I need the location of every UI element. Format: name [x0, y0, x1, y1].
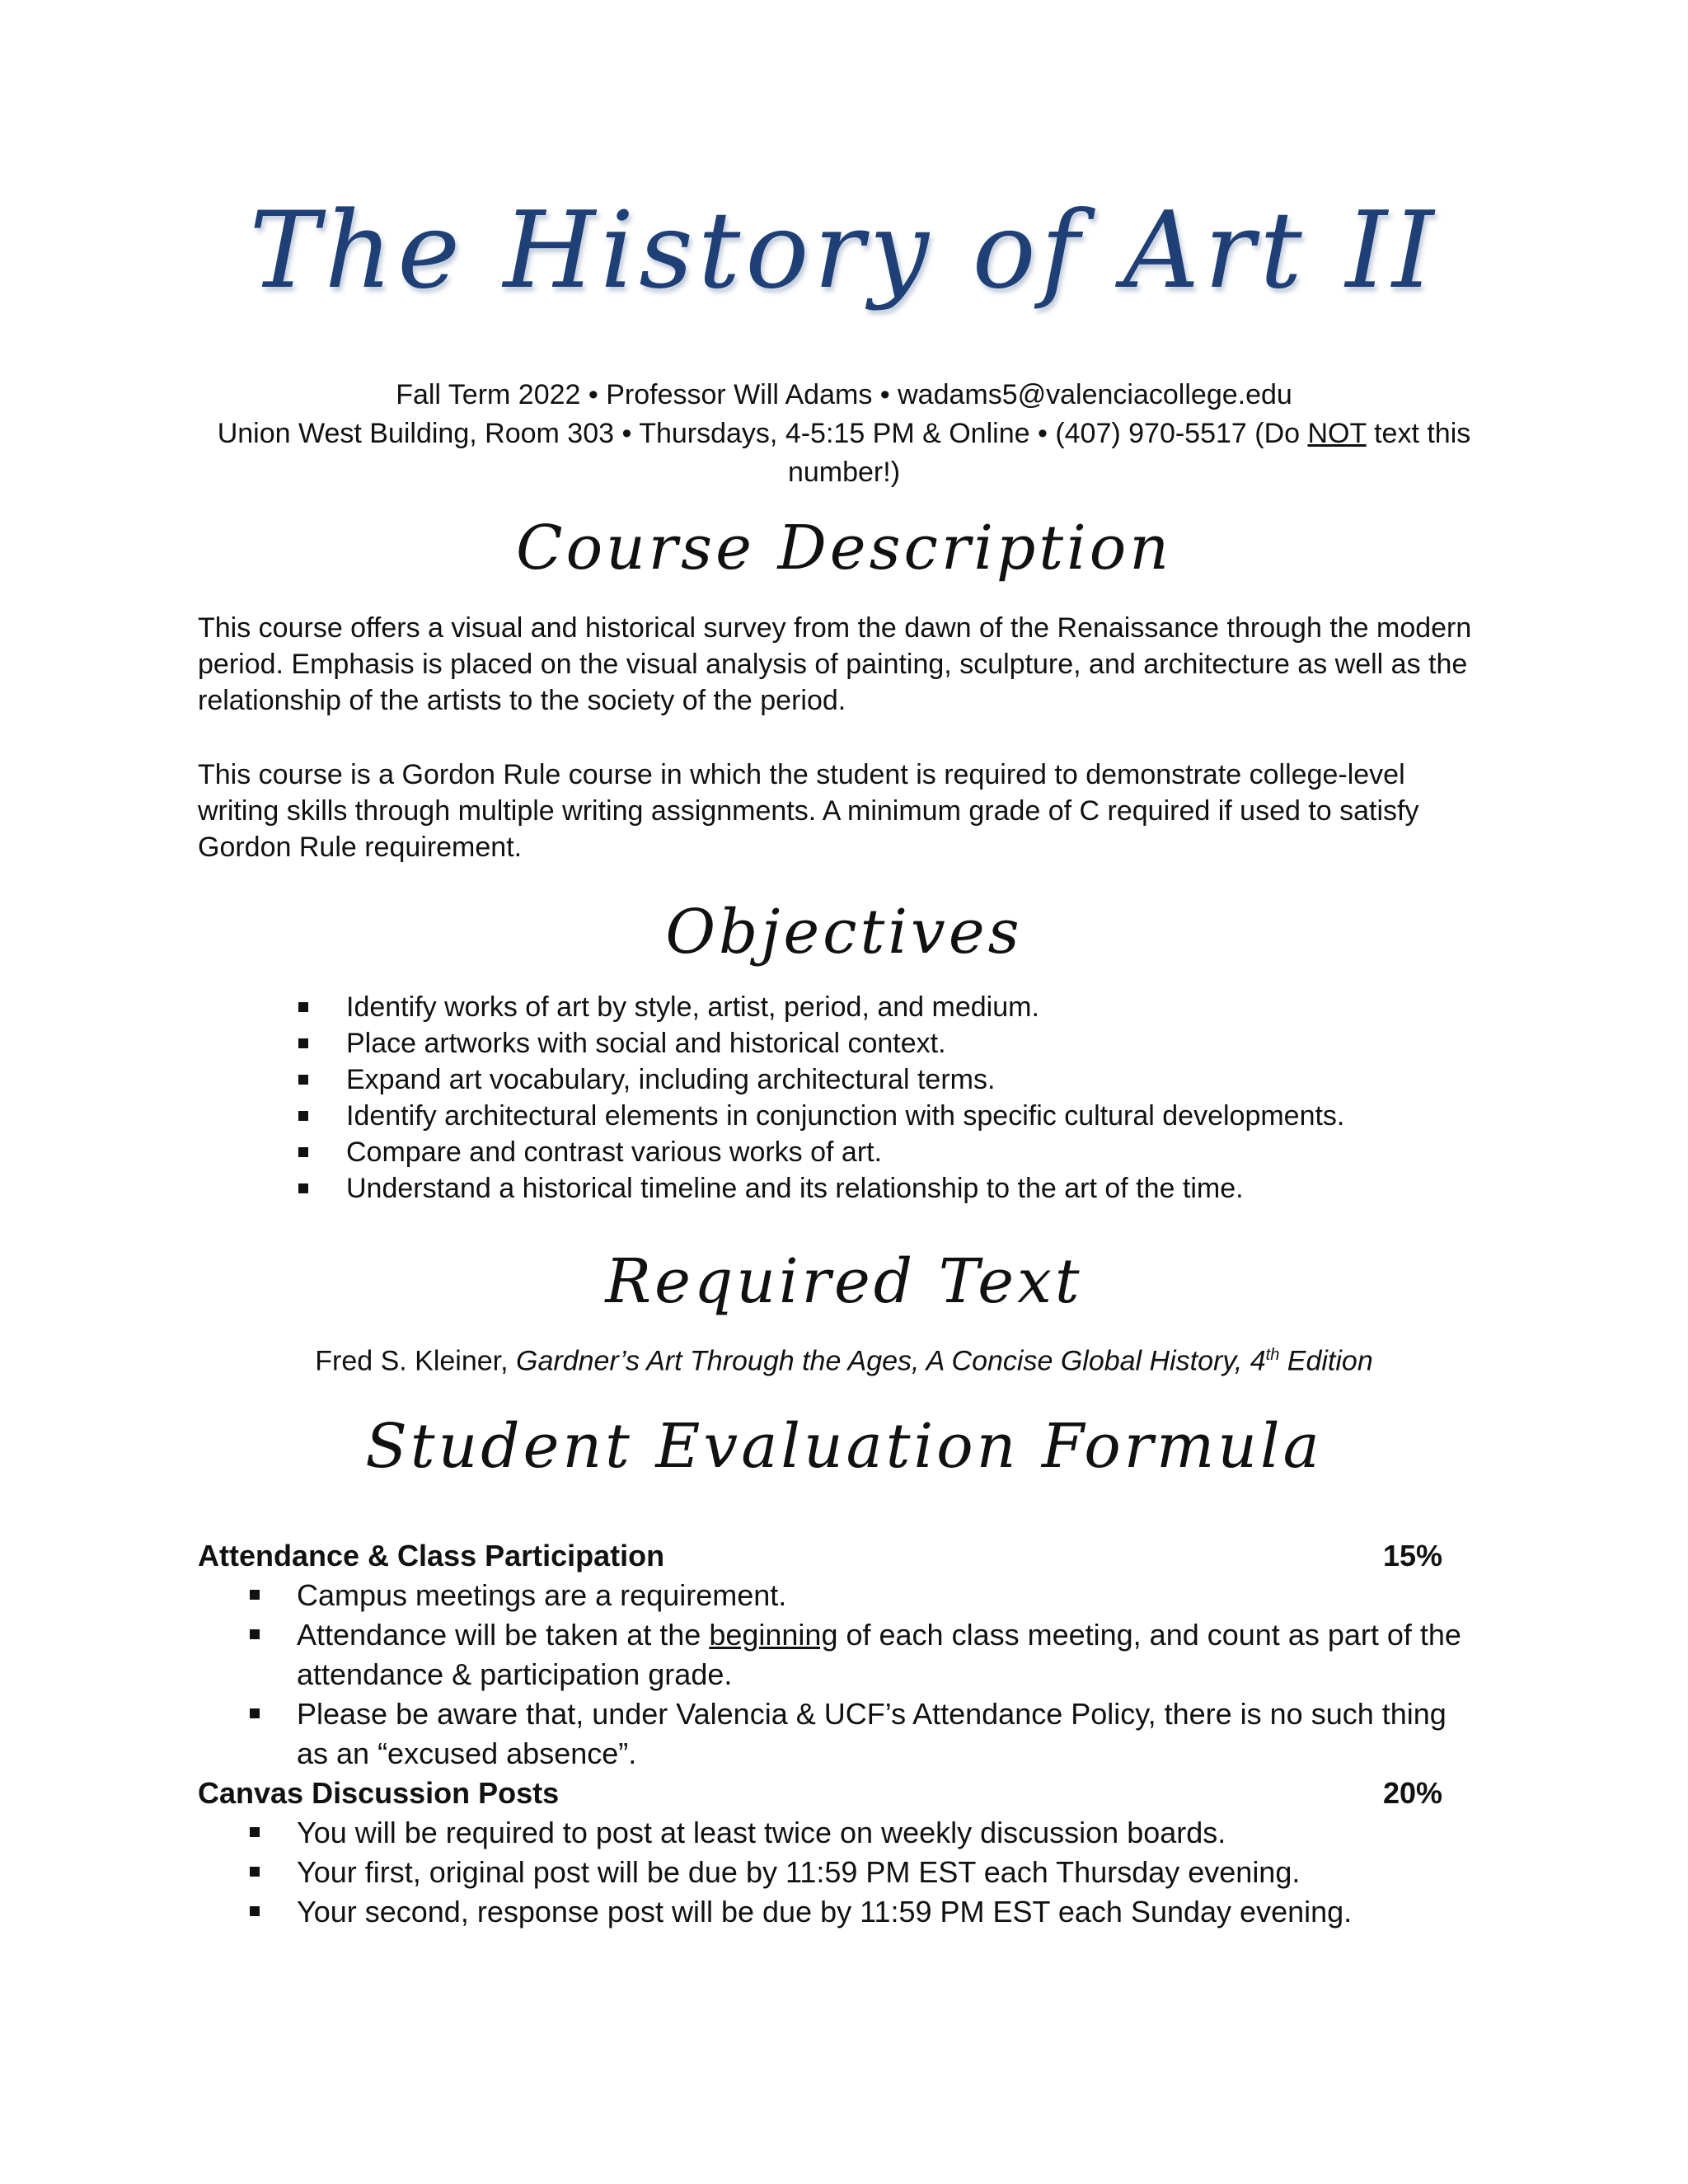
term-professor-line: Fall Term 2022 • Professor Will Adams • wadams5@valenciacollege.edu [396, 379, 1292, 410]
list-item: Understand a historical timeline and its relationship to the art of the time. [0, 1170, 1344, 1207]
square-bullet-icon [250, 1629, 260, 1639]
required-text-citation: Fred S. Kleiner, Gardner’s Art Through the Ages, A Concise Global History, 4th Edition [315, 1345, 1373, 1377]
canvas-label: Canvas Discussion Posts [198, 1776, 560, 1810]
canvas-row [198, 1774, 1442, 1813]
list-item: Please be aware that, under Valencia & UCF’s Attendance Policy, there is no such thing as an “excused absence”. [0, 1694, 1467, 1774]
edition-number: 4 [1250, 1345, 1266, 1377]
course-description-para-2: This course is a Gordon Rule course in which the student is required to demonstrate college-level writing skills through multiple writing assignments. A minimum grade of C required if used to satisfy Gordon Rule requirement. [198, 759, 1419, 863]
no-text-note: text this number!) [787, 418, 1471, 488]
course-description-para-1: This course offers a visual and historical survey from the dawn of the Renaissance through the modern period. Emphasis is placed on the visual analysis of painting, sculpture, and architecture as well as the relationship of the artists to the society of the period. [198, 612, 1472, 716]
list-item: Compare and contrast various works of art. [0, 1134, 1344, 1170]
square-bullet-icon [298, 1038, 308, 1048]
canvas-percent: 20% [1382, 1776, 1442, 1810]
attendance-list [0, 1576, 1467, 1774]
required-text-heading: Required Text [605, 1246, 1083, 1317]
edition-suffix: th [1265, 1346, 1280, 1364]
canvas-list [0, 1813, 1467, 1932]
list-item: Campus meetings are a requirement. [0, 1576, 1467, 1615]
list-item: Identify works of art by style, artist, period, and medium. [0, 989, 1344, 1025]
square-bullet-icon [250, 1590, 260, 1600]
list-item: Expand art vocabulary, including architectural terms. [0, 1062, 1344, 1098]
square-bullet-icon [298, 1111, 308, 1121]
attendance-percent: 15% [1382, 1539, 1442, 1572]
attendance-label: Attendance & Class Participation [198, 1539, 665, 1572]
objectives-list [0, 989, 1344, 1207]
list-item: You will be required to post at least twice on weekly discussion boards. [0, 1813, 1467, 1853]
evaluation-heading: Student Evaluation Formula [365, 1411, 1323, 1482]
square-bullet-icon [250, 1708, 260, 1718]
square-bullet-icon [298, 1183, 308, 1193]
list-item: Identify architectural elements in conjunction with specific cultural developments. [0, 1098, 1344, 1134]
list-item: Place artworks with social and historical context. [0, 1025, 1344, 1062]
list-item: Your first, original post will be due by 11:59 PM EST each Thursday evening. [0, 1853, 1467, 1892]
document-title: The History of Art II [249, 190, 1439, 312]
author: Fred S. Kleiner, [315, 1345, 517, 1377]
square-bullet-icon [298, 1075, 308, 1085]
attendance-row [198, 1536, 1442, 1576]
course-description-heading: Course Description [515, 513, 1173, 583]
book-title: Gardner’s Art Through the Ages, A Concise Global History [516, 1345, 1235, 1377]
square-bullet-icon [250, 1906, 260, 1916]
square-bullet-icon [250, 1867, 260, 1877]
objectives-heading: Objectives [665, 897, 1023, 968]
location-phone-line [198, 415, 1490, 492]
course-header-info [198, 376, 1490, 492]
square-bullet-icon [250, 1827, 260, 1837]
square-bullet-icon [298, 1002, 308, 1012]
square-bullet-icon [298, 1147, 308, 1157]
edition-word: Edition [1279, 1345, 1373, 1377]
not-emphasis: NOT [1307, 418, 1367, 449]
list-item: Your second, response post will be due by 11:59 PM EST each Sunday evening. [0, 1892, 1467, 1932]
location-text: Union West Building, Room 303 • Thursdays, 4-5:15 PM & Online • (407) 970-5517 (Do [217, 418, 1308, 449]
list-item: Attendance will be taken at the beginning of each class meeting, and count as part of the attendance & participation grade. [0, 1615, 1467, 1694]
